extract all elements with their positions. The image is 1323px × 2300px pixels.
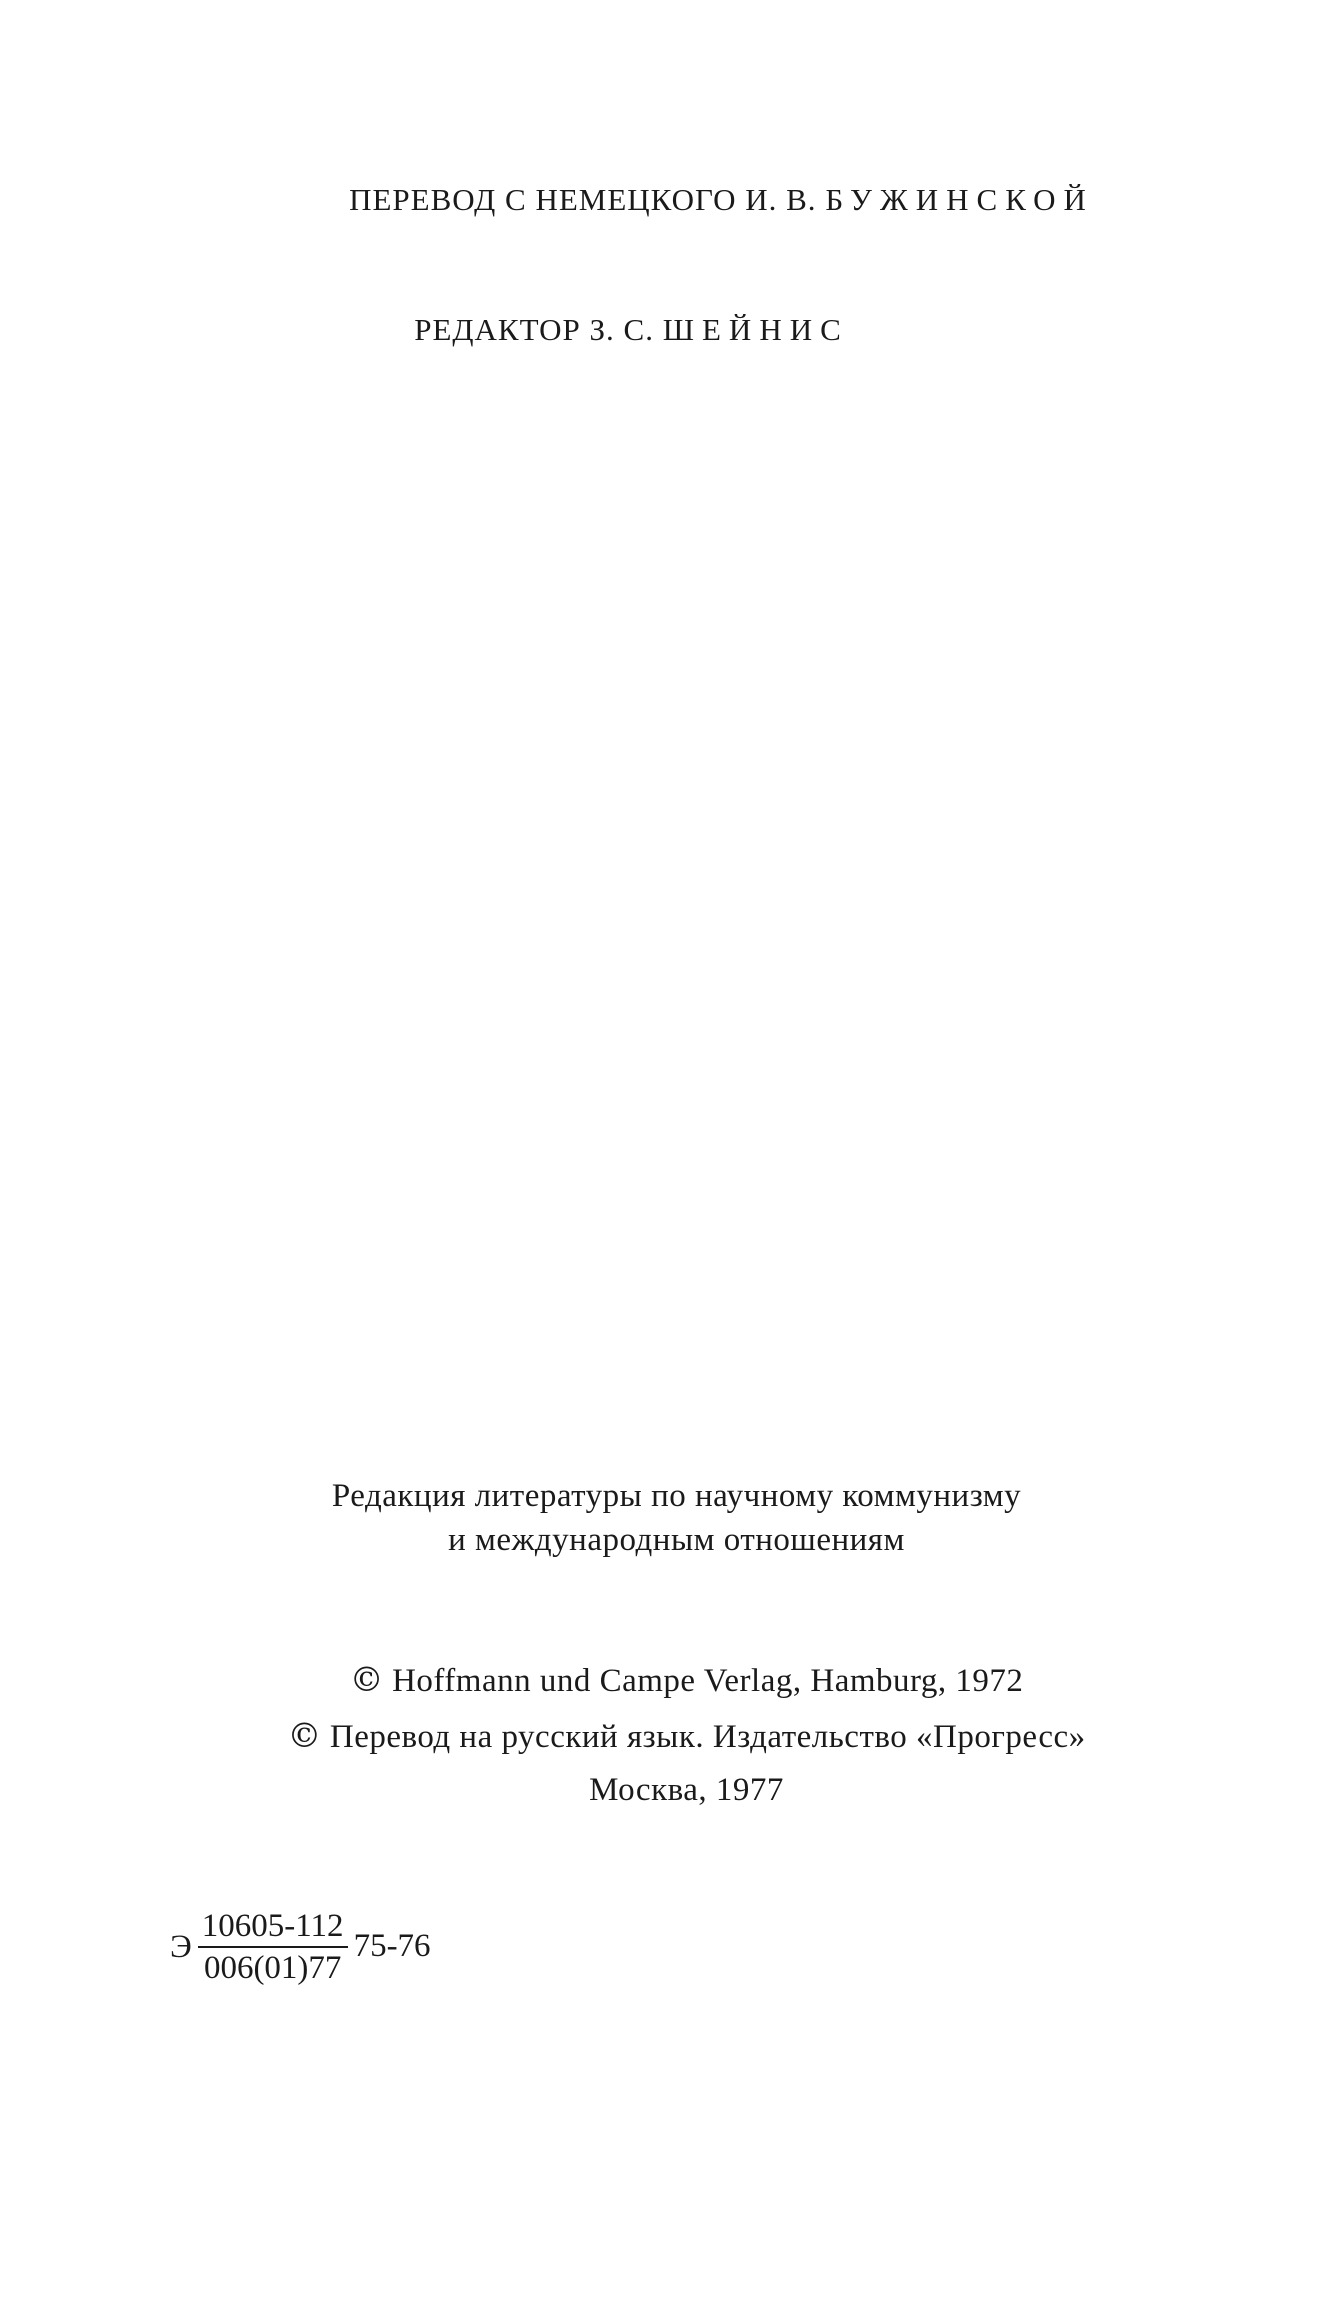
copyright-original-text: Hoffmann und Campe Verlag, Hamburg, 1972	[392, 1663, 1024, 1699]
copyright-icon: ©	[287, 1716, 322, 1756]
editor-credit	[0, 312, 1293, 348]
index-denominator: 006(01)77	[203, 1950, 342, 1986]
copyright-translation-text: Перевод на русский язык. Издательство «Прогресс»	[329, 1719, 1086, 1755]
copyright-original	[25, 1660, 1323, 1700]
copyright-translation	[25, 1716, 1323, 1756]
editor-prefix: РЕДАКТОР З. С.	[414, 312, 654, 347]
translator-credit	[60, 182, 1323, 218]
translator-prefix: ПЕРЕВОД С НЕМЕЦКОГО И. В.	[349, 182, 817, 217]
publication-index-code	[170, 1908, 431, 1986]
index-numerator: 10605-112	[198, 1908, 348, 1948]
copyright-icon: ©	[349, 1660, 385, 1700]
publisher-city-year: Москва, 1977	[589, 1772, 784, 1808]
editorial-board-line-1: Редакция литературы по научному коммунизму	[331, 1478, 1022, 1514]
index-suffix: 75-76	[353, 1928, 431, 1964]
translator-surname: БУЖИНСКОЙ	[825, 182, 1094, 217]
index-fraction	[198, 1908, 348, 1986]
index-letter: Э	[170, 1928, 192, 1965]
editorial-board-line-2: и международным отношениям	[448, 1522, 905, 1558]
editor-surname: ШЕЙНИС	[662, 312, 849, 347]
